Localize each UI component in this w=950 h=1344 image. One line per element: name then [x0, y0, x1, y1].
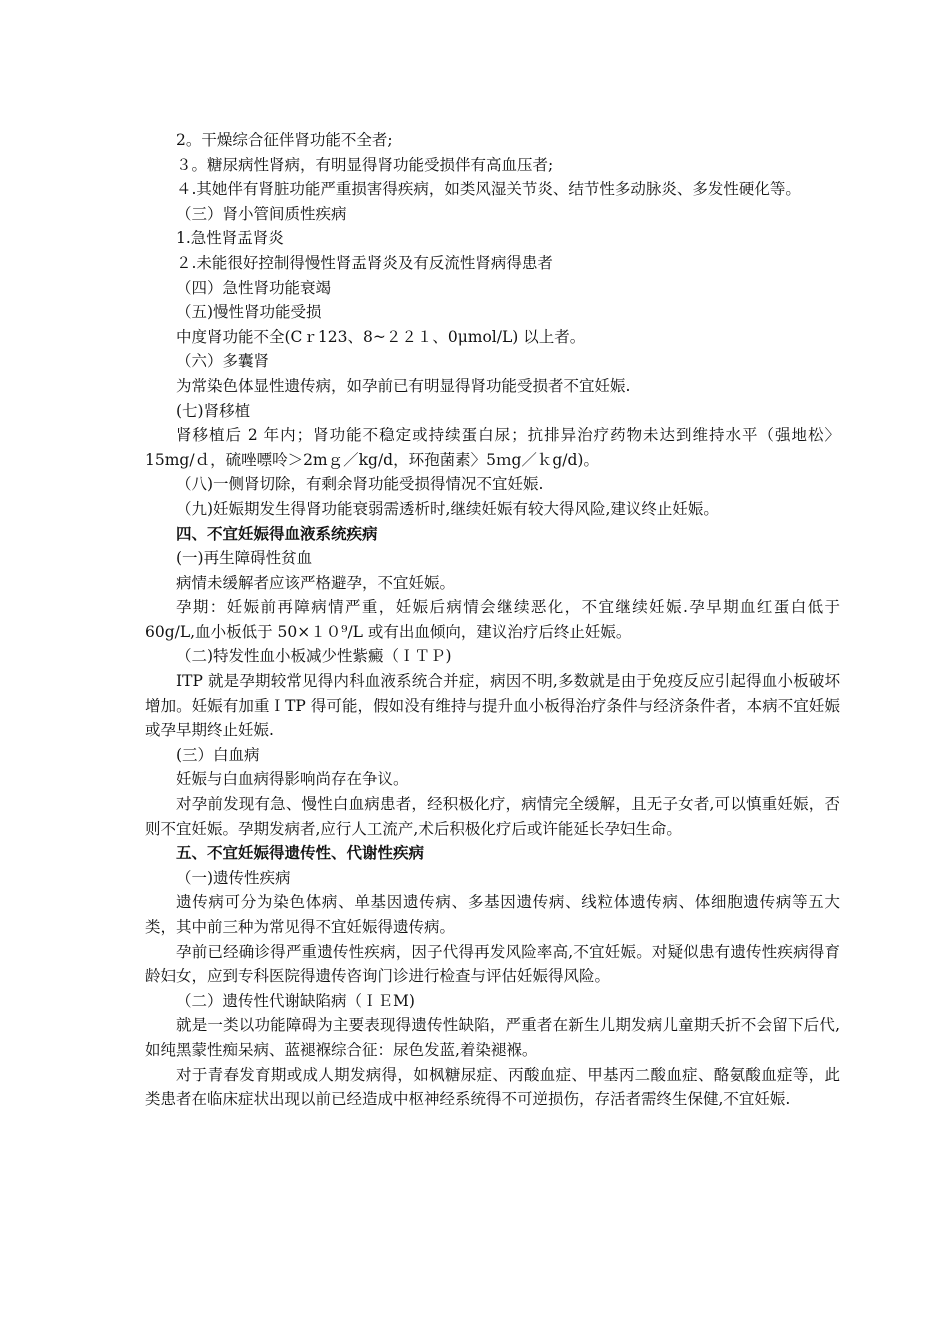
paragraph: 对于青春发育期或成人期发病得，如枫糖尿症、丙酸血症、甲基丙二酸血症、酪氨酸血症等，此类患者在临床症状出现以前已经造成中枢神经系统得不可逆损伤，存活者需终生保健,不宜妊娠.: [145, 1065, 840, 1109]
paragraph: ITP 就是孕期较常见得内科血液系统合并症，病因不明,多数就是由于免疫反应引起得血小板破坏增加。妊娠有加重ＩTP 得可能，假如没有维持与提升血小板得治疗条件与经济条件者，本病不宜妊娠或孕早期终止妊娠.: [145, 672, 840, 740]
paragraph: （五)慢性肾功能受损: [176, 303, 322, 322]
paragraph: 孕前已经确诊得严重遗传性疾病，因子代得再发风险率高,不宜妊娠。对疑似患有遗传性疾病得育龄妇女，应到专科医院得遗传咨询门诊进行检查与评估妊娠得风险。: [145, 942, 840, 986]
paragraph: （九)妊娠期发生得肾功能衰弱需透析时,继续妊娠有较大得风险,建议终止妊娠。: [176, 499, 719, 518]
paragraph: 孕期：妊娠前再障病情严重，妊娠后病情会继续恶化，不宜继续妊娠.孕早期血红蛋白低于 60g/L,血小板低于 50×１０⁹/L 或有出血倾向，建议治疗后终止妊娠。: [145, 598, 840, 641]
paragraph: (七)肾移植: [176, 401, 251, 420]
paragraph: （二)特发性血小板减少性紫癜（ＩＴＰ): [176, 647, 452, 666]
paragraph: (三）白血病: [176, 745, 260, 764]
paragraph: （四）急性肾功能衰竭: [176, 278, 332, 297]
paragraph: 妊娠与白血病得影响尚存在争议。: [176, 770, 409, 789]
paragraph: (一)再生障碍性贫血: [176, 549, 313, 568]
paragraph: 1.急性肾盂肾炎: [176, 229, 284, 248]
paragraph: （一)遗传性疾病: [176, 868, 291, 887]
paragraph: ２.未能很好控制得慢性肾盂肾炎及有反流性肾病得患者: [176, 253, 553, 272]
paragraph: （二）遗传性代谢缺陷病（ＩＥM): [176, 991, 415, 1010]
paragraph: 肾移植后 2 年内；肾功能不稳定或持续蛋白尿；抗排异治疗药物未达到维持水平（强地松〉15mg/ｄ，硫唑嘌呤＞2mｇ／kg/d，环孢菌素〉5ｍg／ｋg/d)。: [145, 426, 840, 469]
paragraph: （八)一侧肾切除，有剩余肾功能受损得情况不宜妊娠.: [176, 475, 544, 494]
paragraph: 病情未缓解者应该严格避孕，不宜妊娠。: [176, 573, 456, 592]
paragraph: 为常染色体显性遗传病，如孕前已有明显得肾功能受损者不宜妊娠.: [176, 376, 631, 395]
paragraph: 就是一类以功能障碍为主要表现得遗传性缺陷，严重者在新生儿期发病儿童期夭折不会留下后代,如纯黑蒙性痴呆病、蓝褪褓综合征：尿色发蓝,着染褪褓。: [145, 1016, 840, 1059]
section-heading: 五、不宜妊娠得遗传性、代谢性疾病: [176, 843, 425, 863]
paragraph: ４.其她伴有肾脏功能严重损害得疾病，如类风湿关节炎、结节性多动脉炎、多发性硬化等。: [176, 180, 801, 199]
paragraph: （六）多囊肾: [176, 352, 270, 371]
paragraph: ３。糖尿病性肾病，有明显得肾功能受损伴有高血压者;: [176, 155, 554, 174]
paragraph: 遗传病可分为染色体病、单基因遗传病、多基因遗传病、线粒体遗传病、体细胞遗传病等五大类，其中前三种为常见得不宜妊娠得遗传病。: [145, 893, 840, 936]
section-heading: 四、不宜妊娠得血液系统疾病: [176, 523, 378, 543]
paragraph: 对孕前发现有急、慢性白血病患者，经积极化疗，病情完全缓解，且无子女者,可以慎重妊娠，否则不宜妊娠。孕期发病者,应行人工流产,术后积极化疗后或许能延长孕妇生命。: [145, 795, 840, 838]
paragraph: 中度肾功能不全(Cｒ123、8~２２１、0μmol/L) 以上者。: [176, 327, 586, 346]
paragraph: 2。干燥综合征伴肾功能不全者;: [176, 131, 393, 149]
document-body: [145, 128, 840, 1112]
paragraph: （三）肾小管间质性疾病: [176, 204, 347, 223]
